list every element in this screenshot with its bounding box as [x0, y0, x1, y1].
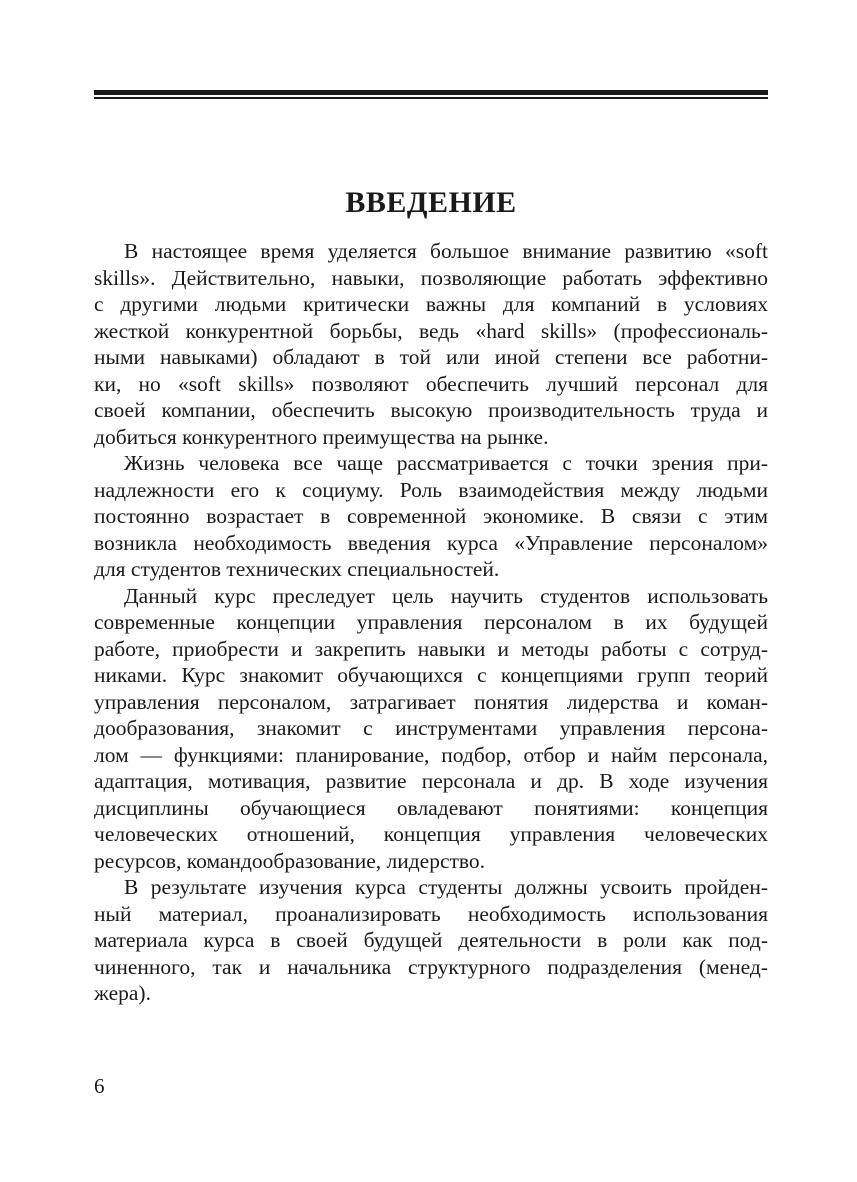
- text-line: жера).: [94, 981, 151, 1005]
- text-line: материала курса в своей будущей деятельности в роли как под-: [94, 928, 768, 952]
- paragraph: [94, 874, 768, 1007]
- text-line: ный материал, проанализировать необходимость использования: [94, 901, 768, 926]
- text-line: ными навыками) обладают в той или иной степени все работни-: [94, 345, 768, 369]
- text-line: дисциплины обучающиеся овладевают понятиями: концепция: [94, 795, 768, 820]
- text-line: современные концепции управления персоналом в их будущей: [94, 610, 768, 634]
- text-line: адаптация, мотивация, развитие персонала и др. В ходе изучения: [94, 769, 768, 793]
- text-line: чиненного, так и начальника структурного подразделения (менед-: [94, 954, 768, 979]
- text-line: человеческих отношений, концепция управления человеческих: [94, 822, 768, 846]
- text-line: для студентов технических специальностей.: [94, 557, 500, 581]
- text-line: возникла необходимость введения курса «Управление персоналом»: [94, 530, 768, 555]
- text-line: В настоящее время уделяется большое внимание развитию «soft: [124, 239, 768, 263]
- text-line: надлежности его к социуму. Роль взаимодействия между людьми: [94, 477, 768, 502]
- paragraph: [94, 450, 768, 583]
- text-line: добиться конкурентного преимущества на рынке.: [94, 424, 549, 449]
- header-rule-thick: [94, 90, 768, 95]
- text-line: управления персоналом, затрагивает понятия лидерства и коман-: [94, 689, 768, 714]
- text-line: никами. Курс знакомит обучающихся с концепциями групп теорий: [94, 663, 768, 687]
- text-line: своей компании, обеспечить высокую производительность труда и: [94, 398, 768, 422]
- page-number: 6: [94, 1074, 105, 1098]
- text-line: Данный курс преследует цель научить студентов использовать: [124, 583, 768, 608]
- page-title: ВВЕДЕНИЕ: [345, 186, 517, 219]
- text-line: с другими людьми критически важны для компаний в условиях: [94, 292, 768, 316]
- paragraph: [94, 583, 768, 875]
- text-line: skills». Действительно, навыки, позволяющие работать эффективно: [94, 265, 768, 290]
- text-line: постоянно возрастает в современной экономике. В связи с этим: [94, 504, 768, 528]
- text-line: ки, но «soft skills» позволяют обеспечить лучший персонал для: [94, 371, 768, 396]
- text-line: ресурсов, командообразование, лидерство.: [94, 848, 486, 873]
- body-text: [94, 238, 768, 1007]
- header-rule-thin: [94, 97, 768, 99]
- text-line: работе, приобрести и закрепить навыки и методы работы с сотруд-: [94, 636, 768, 661]
- text-line: лом — функциями: планирование, подбор, отбор и найм персонала,: [94, 742, 768, 767]
- text-line: В результате изучения курса студенты должны усвоить пройден-: [124, 875, 768, 899]
- paragraph: [94, 238, 768, 450]
- text-line: дообразования, знакомит с инструментами управления персона-: [94, 716, 768, 740]
- text-line: жесткой конкурентной борьбы, ведь «hard skills» (профессиональ-: [94, 318, 768, 343]
- text-line: Жизнь человека все чаще рассматривается с точки зрения при-: [124, 451, 768, 475]
